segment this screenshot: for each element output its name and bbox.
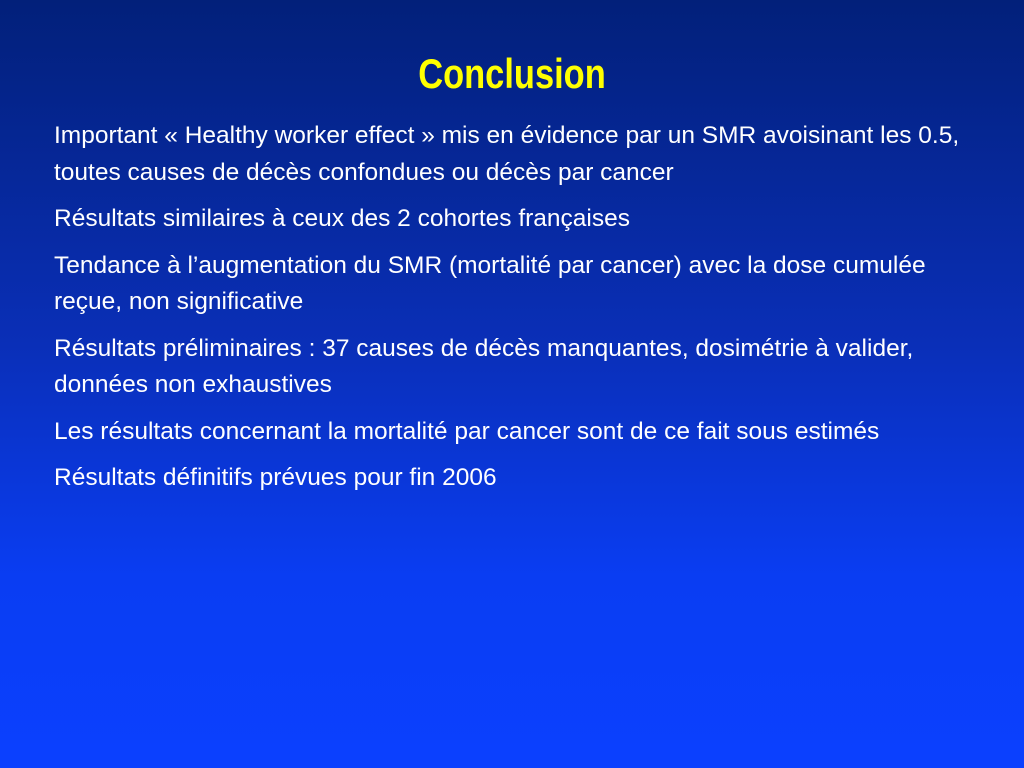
paragraph-underestimated-results: Les résultats concernant la mortalité par cancer sont de ce fait sous estimés — [54, 417, 880, 445]
paragraph-final-results: Résultats définitifs prévues pour fin 2006 — [54, 464, 497, 491]
paragraph-similar-results: Résultats similaires à ceux des 2 cohortes françaises — [54, 205, 631, 232]
paragraph-preliminary-results: Résultats préliminaires : 37 causes de décès manquantes, dosimétrie à valider, données non exhaustives — [54, 334, 914, 398]
slide-title: Conclusion — [418, 50, 606, 97]
slide-body — [54, 118, 984, 507]
paragraph-smr-trend: Tendance à l’augmentation du SMR (mortalité par cancer) avec la dose cumulée reçue, non significative — [54, 251, 926, 315]
paragraph-healthy-worker-effect: Important « Healthy worker effect » mis en évidence par un SMR avoisinant les 0.5, toutes causes de décès confondues ou décès par cancer — [54, 122, 960, 186]
